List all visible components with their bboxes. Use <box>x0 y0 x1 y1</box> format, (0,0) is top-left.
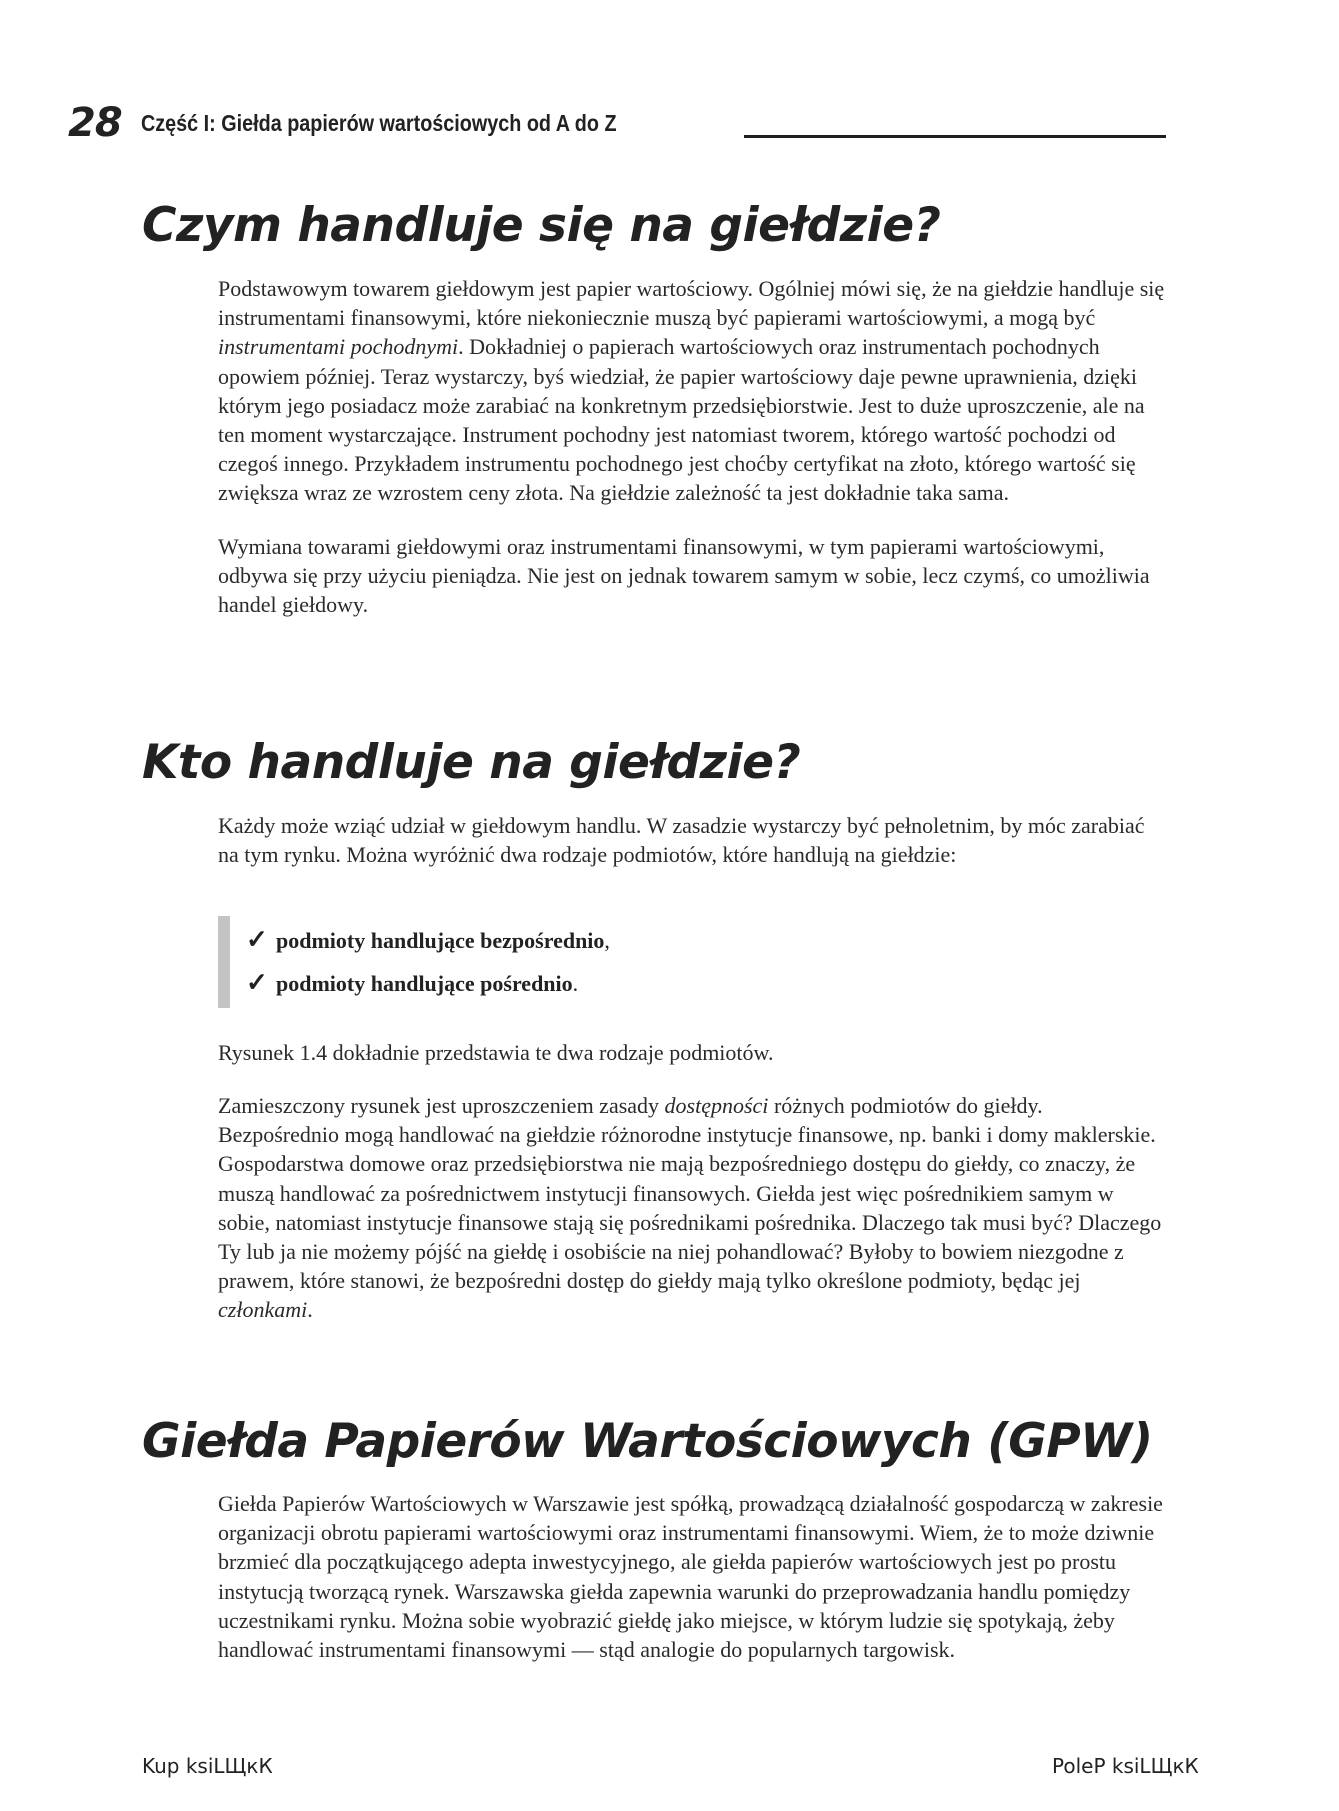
section-body-gpw: Giełda Papierów Wartościowych w Warszawie jest spółką, prowadzącą działalność gospodarczą w zakresie organizacji obrotu papierami wartościowymi oraz instrumentami finansowymi. Wiem, że to może dziwnie brzmieć dla początkującego adepta inwestycyjnego, ale giełda papierów wartościowych jest po prostu instytucją tworzącą rynek. Warszawska giełda zapewnia warunki do przeprowadzania handlu pomiędzy uczestnikami rynku. Można sobie wyobrazić giełdę jako miejsce, w którym ludzie się spotykają, żeby handlować instrumentami finansowymi — stąd analogie do popularnych targowisk. <box>218 1491 1163 1663</box>
list-item: ✓ podmioty handlujące bezpośrednio, <box>246 920 610 960</box>
checklist <box>218 916 918 1016</box>
figure-reference: Rysunek 1.4 dokładnie przedstawia te dwa rodzaje podmiotów. <box>218 1040 774 1065</box>
section-intro-who-trades: Każdy może wziąć udział w giełdowym handlu. W zasadzie wystarczy być pełnoletnim, by móc zarabiać na tym rynku. Można wyróżnić dwa rodzaje podmiotów, które handlują na giełdzie: <box>218 813 1145 868</box>
emphasis-term: instrumentami pochodnymi <box>218 334 459 360</box>
paragraph: Wymiana towarami giełdowymi oraz instrumentami finansowymi, w tym papierami wartościowymi, odbywa się przy użyciu pieniądza. Nie jest on jednak towarem samym w sobie, lecz czymś, co umożliwia handel giełdowy. <box>218 533 1150 618</box>
section-body-who-trades <box>218 1091 1168 1325</box>
emphasis-term: członkami <box>218 1297 308 1323</box>
section-heading-who-trades: Kto handluje na giełdzie? <box>142 735 801 790</box>
page-number: 28 <box>68 100 122 146</box>
header-rule <box>744 135 1166 138</box>
emphasis-term: dostępności <box>664 1093 769 1118</box>
checklist-bar <box>218 916 230 1008</box>
page-header <box>68 98 1168 148</box>
section-heading-what-is-traded: Czym handluje się na giełdzie? <box>142 198 941 253</box>
running-title: Część I: Giełda papierów wartościowych od A do Z <box>141 110 617 136</box>
list-item: ✓ podmioty handlujące pośrednio. <box>246 963 578 1003</box>
section-heading-gpw: Giełda Papierów Wartościowych (GPW) <box>142 1414 1153 1469</box>
paragraph: Zamieszczony rysunek jest uproszczeniem zasady dostępności różnych podmiotów do giełdy. Bezpośrednio mogą handlować na giełdzie różnorodne instytucje finansowe, np. banki i domy maklerskie. Gospodarstwa domowe oraz przedsiębiorstwa nie mają bezpośredniego dostępu do giełdy, co znaczy, że muszą handlować za pośrednictwem instytucji finansowych. Giełda jest więc pośrednikiem samym w sobie, natomiast instytucje finansowe stają się pośrednikami pośrednika. Dlaczego tak musi być? Dlaczego Ty lub ja nie możemy pójść na giełdę i osobiście na niej pohandlować? Byłoby to bowiem niezgodne z prawem, które stanowi, że bezpośredni dostęp do giełdy mają tylko określone podmioty, będąc jej członkami. <box>218 1093 1162 1323</box>
footer-buy-book-link[interactable]: Kup ksiLЩкК <box>142 1754 273 1778</box>
paragraph: Podstawowym towarem giełdowym jest papier wartościowy. Ogólniej mówi się, że na giełdzie handluje się instrumentami finansowymi, które niekoniecznie muszą być papierami wartościowymi, a mogą być instrumentami pochodnymi. Dokładniej o papierach wartościowych oraz instrumentach pochodnych opowiem później. Teraz wystarczy, byś wiedział, że papier wartościowy daje pewne uprawnienia, dzięki którym jego posiadacz może zarabiać na konkretnym przedsiębiorstwie. Jest to duże uproszczenie, ale na ten moment wystarczające. Instrument pochodny jest natomiast tworem, którego wartość pochodzi od czegoś innego. Przykładem instrumentu pochodnego jest choćby certyfikat na złoto, którego wartość się zwiększa wraz ze wzrostem ceny złota. Na giełdzie zależność ta jest dokładnie taka sama. <box>218 276 1165 506</box>
check-icon: ✓ <box>246 968 268 997</box>
section-body-what-is-traded <box>218 274 1168 619</box>
footer-recommend-book-link[interactable]: PoleP ksiLЩкК <box>1052 1754 1199 1778</box>
check-icon: ✓ <box>246 925 268 954</box>
